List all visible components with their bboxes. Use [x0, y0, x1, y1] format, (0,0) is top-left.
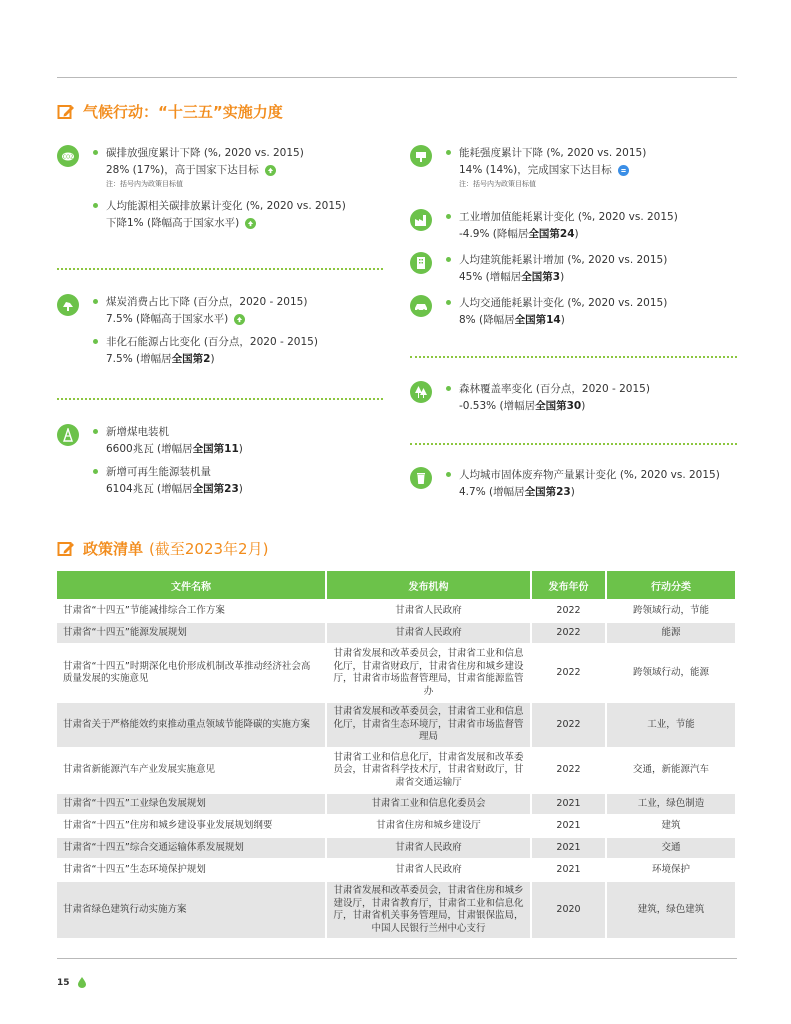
svg-text:CO2: CO2 — [62, 154, 74, 161]
indicator-label: 人均能源相关碳排放累计变化 (%, 2020 vs. 2015) — [106, 200, 346, 212]
arrow-up-icon — [234, 314, 245, 325]
energy-intensity-icon — [410, 145, 432, 167]
right-indicator-column — [410, 209, 740, 249]
table-row — [57, 749, 737, 793]
policy-category-cell: 建筑 — [607, 816, 737, 836]
policy-name-cell: 甘肃省“十四五”综合交通运输体系发展规划 — [57, 838, 327, 858]
indicator-label: 新增可再生能源装机量 — [106, 466, 211, 478]
table-row — [57, 645, 737, 701]
table-header-row — [57, 571, 737, 599]
indicator-item — [446, 252, 740, 286]
indicator-note: 注：括号内为政策目标值 — [106, 180, 183, 188]
bullet-dot — [446, 472, 451, 477]
indicator-label: 煤炭消费占比下降 (百分点，2020 - 2015) — [106, 296, 308, 308]
policy-name-cell: 甘肃省“十四五”生态环境保护规划 — [57, 860, 327, 880]
policy-year-cell: 2022 — [532, 703, 607, 747]
policy-table — [57, 569, 737, 940]
car-icon — [410, 295, 432, 317]
indicator-value: 6104兆瓦 (增幅居 全国第23 ) — [106, 483, 243, 495]
right-indicator-column — [410, 381, 740, 421]
indicator-label: 人均建筑能耗累计增加 (%, 2020 vs. 2015) — [459, 254, 668, 266]
table-row — [57, 601, 737, 621]
indicator-item — [93, 464, 387, 498]
bullet-dot — [446, 214, 451, 219]
policy-year-cell: 2021 — [532, 860, 607, 880]
top-divider — [57, 77, 737, 78]
policy-name-cell: 甘肃省“十四五”工业绿色发展规划 — [57, 794, 327, 814]
policy-year-cell: 2022 — [532, 601, 607, 621]
bullet-dot — [446, 257, 451, 262]
table-row — [57, 882, 737, 938]
bullet-dot — [446, 386, 451, 391]
bullet-dot — [93, 429, 98, 434]
policy-org-cell: 甘肃省发展和改革委员会，甘肃省工业和信息化厅，甘肃省生态环境厅，甘肃省市场监督管理局 — [327, 703, 532, 747]
indicator-label: 新增煤电装机 — [106, 426, 169, 438]
left-indicator-column — [57, 424, 387, 504]
indicator-item — [446, 209, 740, 243]
edit-icon — [57, 540, 75, 558]
indicator-item — [93, 198, 387, 232]
policy-category-cell: 建筑，绿色建筑 — [607, 882, 737, 938]
forest-icon — [410, 381, 432, 403]
arrow-up-icon — [245, 218, 256, 229]
policy-name-cell: 甘肃省“十四五”能源发展规划 — [57, 623, 327, 643]
indicator-group-coal — [57, 294, 387, 368]
bullet-dot — [93, 469, 98, 474]
bullet-dot — [93, 203, 98, 208]
policy-category-cell: 环境保护 — [607, 860, 737, 880]
indicator-value: 8% (降幅居 全国第14 ) — [459, 314, 565, 326]
left-indicator-column — [57, 145, 387, 238]
policy-category-cell: 交通 — [607, 838, 737, 858]
indicator-value: 下降1% (降幅高于国家水平) — [106, 214, 387, 232]
equal-icon — [618, 165, 629, 176]
policy-name-cell: 甘肃省新能源汽车产业发展实施意见 — [57, 749, 327, 793]
indicator-group-carbon — [57, 145, 387, 232]
column-header: 行动分类 — [607, 571, 737, 599]
indicator-label: 碳排放强度累计下降 (%, 2020 vs. 2015) — [106, 147, 304, 159]
bullet-dot — [93, 150, 98, 155]
policy-year-cell: 2022 — [532, 645, 607, 701]
indicator-value: 14% (14%)，完成国家下达目标 — [459, 161, 740, 179]
policy-category-cell: 工业，节能 — [607, 703, 737, 747]
indicator-item — [93, 334, 387, 368]
table-row — [57, 838, 737, 858]
policy-org-cell: 甘肃省发展和改革委员会，甘肃省工业和信息化厅，甘肃省财政厅，甘肃省住房和城乡建设厅，甘肃省市场监督管理局，甘肃省能源监管办 — [327, 645, 532, 701]
policy-org-cell: 甘肃省发展和改革委员会，甘肃省住房和城乡建设厅，甘肃省教育厅，甘肃省工业和信息化厅，甘肃省机关事务管理局，甘肃银保监局，中国人民银行兰州中心支行 — [327, 882, 532, 938]
policy-category-cell: 工业，绿色制造 — [607, 794, 737, 814]
policy-year-cell: 2021 — [532, 816, 607, 836]
indicator-value: 45% (增幅居 全国第3 ) — [459, 271, 565, 283]
indicator-label: 工业增加值能耗累计变化 (%, 2020 vs. 2015) — [459, 211, 678, 223]
indicator-group-energy — [410, 145, 740, 190]
indicator-value: 7.5% (增幅居 全国第2 ) — [106, 353, 215, 365]
column-header: 发布年份 — [532, 571, 607, 599]
edit-icon — [57, 103, 75, 121]
table-row — [57, 794, 737, 814]
indicator-item — [446, 295, 740, 329]
policy-year-cell: 2020 — [532, 882, 607, 938]
left-indicator-column — [57, 294, 387, 374]
indicator-value: 28% (17%)，高于国家下达目标 — [106, 161, 387, 179]
policy-year-cell: 2021 — [532, 794, 607, 814]
bullet-dot — [93, 299, 98, 304]
policy-name-cell: 甘肃省绿色建筑行动实施方案 — [57, 882, 327, 938]
policy-org-cell: 甘肃省人民政府 — [327, 623, 532, 643]
right-indicator-column — [410, 145, 740, 196]
right-indicator-column — [410, 295, 740, 335]
indicator-group-building — [410, 252, 740, 286]
section-divider — [410, 443, 737, 445]
indicator-note: 注：括号内为政策目标值 — [459, 180, 536, 188]
right-indicator-column — [410, 467, 740, 507]
co2-icon — [57, 145, 79, 167]
indicator-group-transport — [410, 295, 740, 329]
policy-org-cell: 甘肃省工业和信息化厅，甘肃省发展和改革委员会，甘肃省科学技术厅，甘肃省财政厅，甘肃省交通运输厅 — [327, 749, 532, 793]
policy-name-cell: 甘肃省“十四五”节能减排综合工作方案 — [57, 601, 327, 621]
indicator-item — [446, 381, 740, 415]
building-icon — [410, 252, 432, 274]
indicator-label: 森林覆盖率变化 (百分点，2020 - 2015) — [459, 383, 650, 395]
table-row — [57, 816, 737, 836]
indicator-label: 人均交通能耗累计变化 (%, 2020 vs. 2015) — [459, 297, 668, 309]
policy-category-cell: 能源 — [607, 623, 737, 643]
column-header: 文件名称 — [57, 571, 327, 599]
bottom-divider — [57, 958, 737, 959]
coal-icon — [57, 294, 79, 316]
policy-name-cell: 甘肃省“十四五”时期深化电价形成机制改革推动经济社会高质量发展的实施意见 — [57, 645, 327, 701]
indicator-value: 7.5% (降幅高于国家水平) — [106, 310, 387, 328]
indicator-item — [446, 467, 740, 501]
column-header: 发布机构 — [327, 571, 532, 599]
policy-category-cell: 跨领域行动，节能 — [607, 601, 737, 621]
table-row — [57, 860, 737, 880]
indicator-item — [93, 294, 387, 328]
policy-year-cell: 2022 — [532, 749, 607, 793]
leaf-drop-icon — [78, 977, 86, 988]
policy-org-cell: 甘肃省人民政府 — [327, 860, 532, 880]
climate-section-title: 气候行动：“十三五”实施力度 — [57, 101, 283, 122]
section-divider — [410, 356, 737, 358]
right-indicator-column — [410, 252, 740, 292]
page-number: 15 — [57, 977, 86, 988]
power-plant-icon — [57, 424, 79, 446]
policy-category-cell: 交通，新能源汽车 — [607, 749, 737, 793]
indicator-group-power — [57, 424, 387, 498]
policy-year-cell: 2022 — [532, 623, 607, 643]
policy-org-cell: 甘肃省住房和城乡建设厅 — [327, 816, 532, 836]
indicator-value: 6600兆瓦 (增幅居 全国第11 ) — [106, 443, 243, 455]
indicator-group-industry — [410, 209, 740, 243]
policy-org-cell: 甘肃省人民政府 — [327, 601, 532, 621]
indicator-group-waste — [410, 467, 740, 501]
indicator-item — [446, 145, 740, 190]
indicator-value: 4.7% (增幅居 全国第23 ) — [459, 486, 575, 498]
policy-name-cell: 甘肃省关于严格能效约束推动重点领域节能降碳的实施方案 — [57, 703, 327, 747]
indicator-item — [93, 145, 387, 190]
table-row — [57, 623, 737, 643]
table-row — [57, 703, 737, 747]
bullet-dot — [93, 339, 98, 344]
policy-org-cell: 甘肃省人民政府 — [327, 838, 532, 858]
indicator-item — [93, 424, 387, 458]
indicator-group-forest — [410, 381, 740, 415]
section-divider — [57, 268, 383, 270]
bullet-dot — [446, 150, 451, 155]
factory-icon — [410, 209, 432, 231]
bullet-dot — [446, 300, 451, 305]
section-divider — [57, 398, 383, 400]
indicator-value: -0.53% (增幅居 全国第30 ) — [459, 400, 586, 412]
policy-section-title: 政策清单 (截至2023年2月) — [57, 538, 268, 559]
indicator-label: 人均城市固体废弃物产量累计变化 (%, 2020 vs. 2015) — [459, 469, 720, 481]
indicator-value: -4.9% (降幅居 全国第24 ) — [459, 228, 579, 240]
trash-bin-icon — [410, 467, 432, 489]
policy-category-cell: 跨领域行动，能源 — [607, 645, 737, 701]
policy-name-cell: 甘肃省“十四五”住房和城乡建设事业发展规划纲要 — [57, 816, 327, 836]
arrow-up-icon — [265, 165, 276, 176]
policy-year-cell: 2021 — [532, 838, 607, 858]
indicator-label: 非化石能源占比变化 (百分点，2020 - 2015) — [106, 336, 318, 348]
indicator-label: 能耗强度累计下降 (%, 2020 vs. 2015) — [459, 147, 647, 159]
policy-org-cell: 甘肃省工业和信息化委员会 — [327, 794, 532, 814]
